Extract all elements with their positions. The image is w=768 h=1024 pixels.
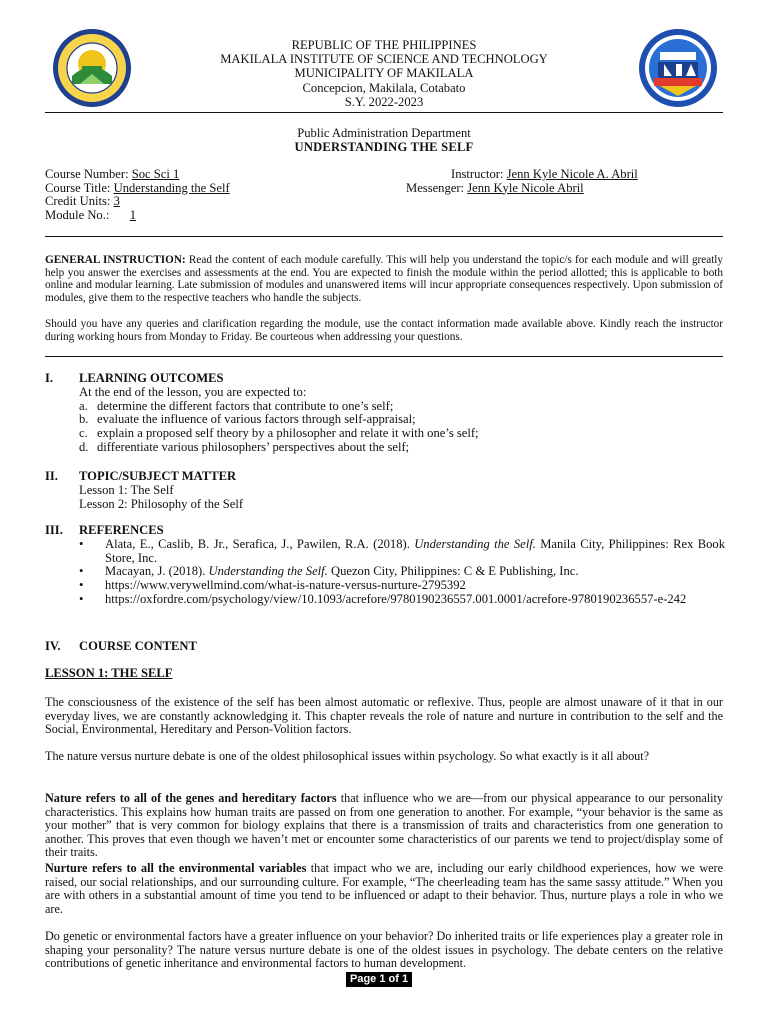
reference-book-title: Understanding the Self.	[208, 564, 328, 579]
general-instruction-text: Read the content of each module carefully. This will help you understand the topic/s for each module and will greatly help you answer the exercises and assessments at the end. You are expected to finish the module within the period allotted; this is applicable to both online and modular learning. Late submission of modules and unanswered items will incur appropriate consequences respectively. Upon submission of modules, give them to the respective teachers who handle the subjects.	[45, 254, 724, 304]
topic-lesson-1: Lesson 1: The Self	[79, 482, 174, 497]
info-divider	[45, 236, 723, 237]
nurture-definition-term: Nurture refers to all the environmental variables	[45, 861, 307, 875]
department-name: Public Administration Department	[297, 126, 471, 140]
header-municipality: MUNICIPALITY OF MAKILALA	[294, 66, 474, 81]
nature-definition-text: that influence who we are—from our physical appearance to our personality characteristics. This explains how human traits are passed on from one generation to another. For example, “your behavior is the same as your mother” that is very common for biology explains that there is a transmission of traits and characteristics from one generation to another. This proves that even though we haven’t met or encounter some characteristics of our parents we tend to project/display some of their traits.	[45, 791, 724, 860]
course-title-row	[45, 182, 230, 196]
section-title: COURSE CONTENT	[79, 639, 197, 653]
section-title: TOPIC/SUBJECT MATTER	[79, 469, 237, 483]
section-heading	[45, 524, 725, 538]
list-item-text: explain a proposed self theory by a philosopher and relate it with one’s self;	[97, 426, 479, 441]
lesson-paragraph-2: The nature versus nurture debate is one of the oldest philosophical issues within psychology. So what exactly is it all about?	[45, 749, 650, 763]
reference-item: • Alata, E., Caslib, B. Jr., Serafica, J., Pawilen, R.A. (2018). Understanding the Self. Manila City, Philippines: Rex Book Store, Inc.	[79, 536, 725, 565]
lesson-paragraph-nurture	[45, 862, 723, 916]
course-number-value: Soc Sci 1	[131, 167, 180, 181]
list-marker: d.	[79, 439, 89, 454]
lesson-paragraph-nature	[45, 792, 723, 860]
list-item-text: determine the different factors that contribute to one’s self;	[97, 398, 394, 413]
page-number-badge: Page 1 of 1	[346, 972, 412, 987]
reference-link[interactable]: https://www.verywellmind.com/what-is-nature-versus-nurture-2795392	[105, 578, 466, 593]
general-instruction	[45, 254, 723, 304]
department-heading	[0, 126, 768, 154]
section-references	[45, 524, 725, 607]
list-item	[79, 400, 725, 414]
list-marker: a.	[79, 398, 88, 413]
reference-item: • https://www.verywellmind.com/what-is-nature-versus-nurture-2795392	[79, 578, 466, 593]
general-instruction-label: GENERAL INSTRUCTION:	[45, 254, 186, 266]
lesson-title: LESSON 1: THE SELF	[45, 666, 173, 680]
nature-definition-term: Nature refers to all of the genes and hereditary factors	[45, 791, 337, 805]
list-marker: b.	[79, 412, 89, 427]
list-item	[79, 427, 725, 441]
messenger-row	[406, 182, 638, 196]
contact-instruction: Should you have any queries and clarification regarding the module, use the contact information made available above. Kindly reach the instructor during working hours from Monday to Friday. Be courteous when addressing your questions.	[45, 318, 723, 343]
lesson-paragraph-5: Do genetic or environmental factors have a greater influence on your behavior? Do inherited traits or life experiences play a greater role in shaping your personality? The nature versus nurture debate is one of the oldest issues in psychology. The debate centers on the relative contributions of genetic inheritance and environmental factors to human development.	[45, 929, 723, 971]
section-number: I.	[45, 371, 54, 385]
reference-item: • https://oxfordre.com/psychology/view/10.1093/acrefore/9780190236557.001.0001/acrefore-9780190236557-e-242	[79, 591, 687, 606]
lesson-paragraph-1: The consciousness of the existence of the self has been almost automatic or reflexive. Thus, people are almost unaware of it that in our everyday lives, we are constantly acknowledging it. This chapter reveals the role of nature and nurture in contribution to the self and the Social, Environmental, Hereditary and Person-Volition factors.	[45, 695, 723, 737]
course-number-label: Course Number:	[45, 167, 129, 181]
course-number-row	[45, 168, 230, 182]
nurture-definition-text: that impact who we are, including our early childhood experiences, how we were raised, our social relationships, and our surrounding culture. For example, “The cheerleading team has the same sassy attitude.” When you are with others in a substantial amount of time you tend to be influenced or adapt to their behavior. Thus, nurture plays a role in who we are.	[45, 861, 724, 916]
header-school-year: S.Y. 2022-2023	[344, 94, 424, 109]
module-no-value: 1	[129, 207, 136, 222]
instructor-row	[406, 168, 638, 182]
section-heading	[45, 640, 725, 654]
reference-book-title: Understanding the Self.	[414, 536, 536, 551]
messenger-value: Jenn Kyle Nicole Abril	[467, 180, 584, 195]
reference-text: Alata, E., Caslib, B. Jr., Serafica, J., Pawilen, R.A. (2018).	[105, 536, 410, 551]
course-title-label: Course Title:	[45, 180, 111, 195]
list-item	[79, 441, 725, 455]
references-list	[79, 538, 725, 607]
section-title: LEARNING OUTCOMES	[79, 371, 224, 385]
credit-units-value: 3	[113, 194, 120, 209]
list-item-text: differentiate various philosophers’ perspectives about the self;	[97, 439, 410, 454]
reference-publisher: Quezon City, Philippines: C & E Publishing, Inc.	[330, 564, 579, 579]
section-number: II.	[45, 469, 58, 483]
outcomes-list	[79, 400, 725, 455]
school-header	[0, 38, 768, 109]
course-info-right	[406, 168, 638, 195]
list-item	[79, 413, 725, 427]
header-school: MAKILALA INSTITUTE OF SCIENCE AND TECHNOLOGY	[220, 52, 548, 67]
instruction-divider	[45, 356, 723, 357]
messenger-label: Messenger:	[406, 180, 465, 195]
reference-link[interactable]: https://oxfordre.com/psychology/view/10.1093/acrefore/9780190236557.001.0001/acrefore-9780190236557-e-242	[105, 591, 687, 606]
credit-units-row	[45, 195, 230, 209]
reference-publisher: Manila City, Philippines: Rex Book Store, Inc.	[105, 536, 725, 565]
section-topic	[45, 470, 725, 511]
module-no-row	[45, 209, 230, 223]
subject-title: UNDERSTANDING THE SELF	[294, 140, 474, 154]
list-marker: c.	[79, 426, 88, 441]
course-info-left	[45, 168, 230, 222]
topic-lesson-2: Lesson 2: Philosophy of the Self	[79, 496, 244, 511]
section-heading	[45, 470, 725, 484]
outcomes-intro: At the end of the lesson, you are expected to:	[79, 384, 307, 399]
header-address: Concepcion, Makilala, Cotabato	[302, 80, 466, 95]
credit-units-label: Credit Units:	[45, 194, 111, 209]
header-country: REPUBLIC OF THE PHILIPPINES	[291, 38, 477, 52]
course-title-value: Understanding the Self	[113, 180, 230, 195]
section-title: REFERENCES	[79, 523, 164, 537]
header-divider	[45, 112, 723, 113]
list-item-text: evaluate the influence of various factors through self-appraisal;	[97, 412, 416, 427]
section-number: IV.	[45, 639, 61, 653]
module-no-label: Module No.:	[45, 207, 110, 222]
reference-item: • Macayan, J. (2018). Understanding the Self. Quezon City, Philippines: C & E Publishing, Inc.	[79, 564, 579, 579]
section-learning-outcomes	[45, 372, 725, 455]
instructor-label: Instructor:	[451, 167, 504, 181]
section-heading	[45, 372, 725, 386]
instructor-value: Jenn Kyle Nicole A. Abril	[506, 167, 638, 181]
section-number: III.	[45, 523, 63, 537]
section-course-content	[45, 640, 725, 654]
reference-text: Macayan, J. (2018).	[105, 564, 206, 579]
